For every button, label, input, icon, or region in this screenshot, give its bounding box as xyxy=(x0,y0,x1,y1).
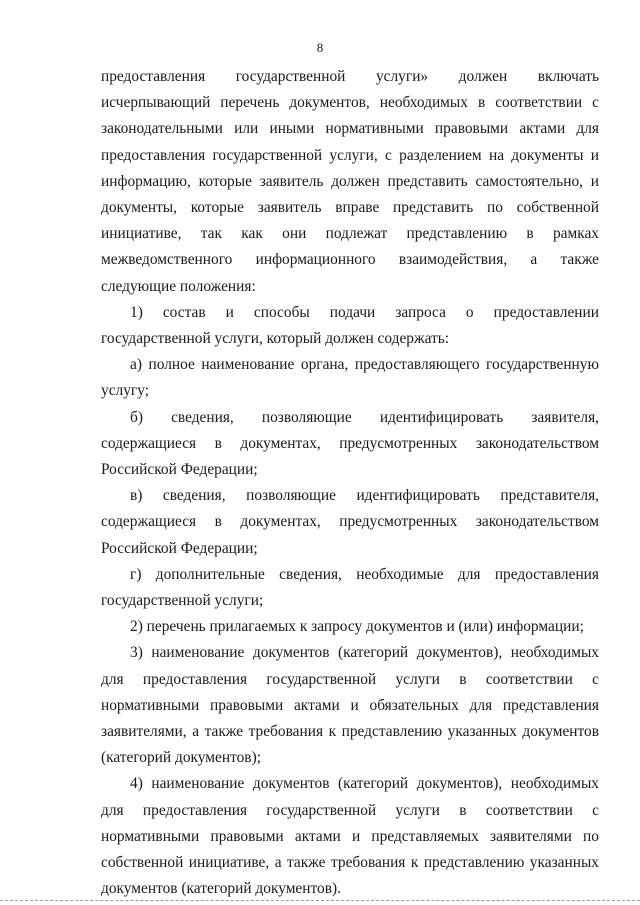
paragraph-subitem-v: в) сведения, позволяющие идентифицировать представителя, содержащиеся в документах, предусмотренных законодательством Российской Федерации; xyxy=(101,487,599,557)
paragraph-continuation: предоставления государственной услуги» должен включать исчерпывающий перечень документов, необходимых в соответствии с законодательными или иными нормативными правовыми актами для предоставления государственной услуги, с разделением на документы и информацию, которые заявитель должен представить самостоятельно, и документы, которые заявитель вправе представить по собственной инициативе, так как они подлежат представлению в рамках межведомственного информационного взаимодействия, а также следующие положения: xyxy=(101,68,599,295)
page-number: 8 xyxy=(316,40,324,55)
paragraph-subitem-g: г) дополнительные сведения, необходимые для предоставления государственной услуги; xyxy=(101,565,599,610)
document-body xyxy=(101,64,599,903)
paragraph-subitem-b: б) сведения, позволяющие идентифицировать заявителя, содержащиеся в документах, предусмотренных законодательством Российской Федерации; xyxy=(101,408,599,479)
paragraph-item-1: 1) состав и способы подачи запроса о предоставлении государственной услуги, который должен содержать: xyxy=(101,303,599,348)
page-bottom-divider xyxy=(0,900,640,901)
paragraph-item-4: 4) наименование документов (категорий документов), необходимых для предоставления государственной услуги в соответствии с нормативными правовыми актами и представляемых заявителями по собственной инициативе, а также требования к представлению указанных документов (категорий документов). xyxy=(101,775,599,898)
paragraph-subitem-a: а) полное наименование органа, предоставляющего государственную услугу; xyxy=(101,356,599,400)
paragraph-item-3: 3) наименование документов (категорий документов), необходимых для предоставления государственной услуги в соответствии с нормативными правовыми актами и обязательных для представления заявителями, а также требования к представлению указанных документов (категорий документов); xyxy=(101,644,599,767)
paragraph-item-2: 2) перечень прилагаемых к запросу документов и (или) информации; xyxy=(130,618,584,636)
